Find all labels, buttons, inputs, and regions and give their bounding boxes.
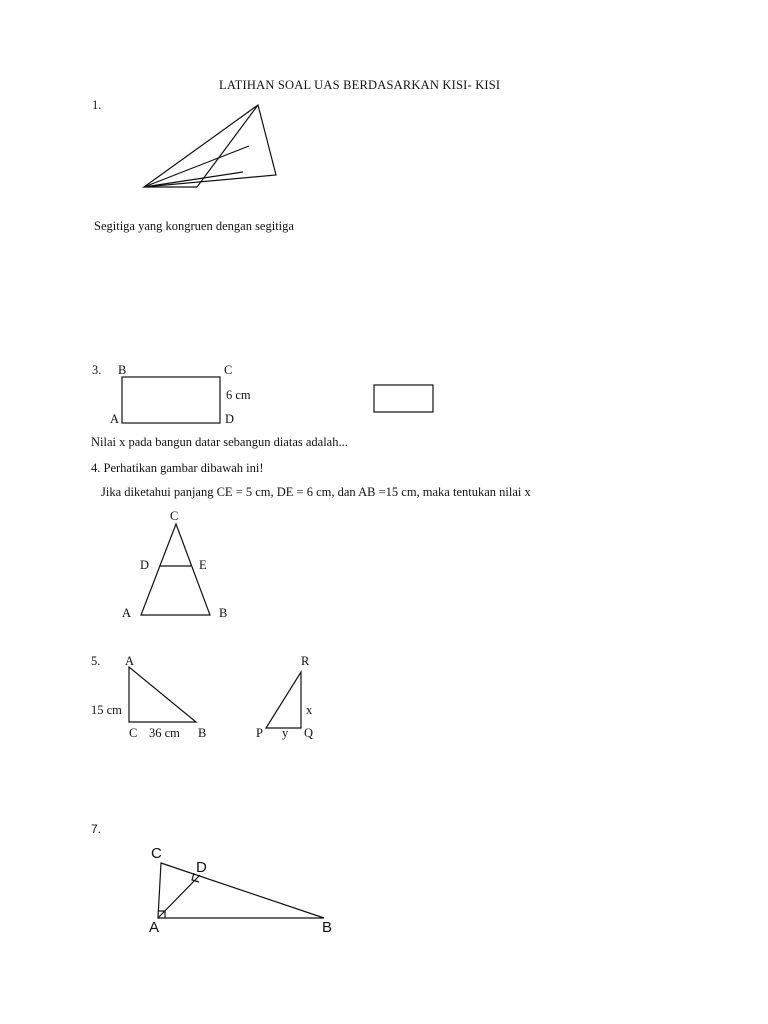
q3-label-b: B — [118, 363, 127, 377]
question-3-number: 3. — [92, 363, 102, 377]
question-1-text: Segitiga yang kongruen dengan segitiga — [94, 219, 294, 233]
q7-label-a: A — [149, 919, 160, 936]
q4-label-d: D — [140, 558, 150, 572]
question-5-number: 5. — [91, 654, 101, 668]
q3-label-c: C — [224, 363, 233, 377]
q5-label-x: x — [306, 703, 313, 717]
q3-label-side: 6 cm — [226, 388, 251, 402]
q5-label-b: B — [198, 726, 207, 740]
q4-label-e: E — [199, 558, 207, 572]
question-4-heading: 4. Perhatikan gambar dibawah ini! — [91, 461, 264, 475]
q7-label-b: B — [322, 919, 333, 936]
question-1-number: 1. — [92, 98, 102, 112]
q4-label-c: C — [170, 509, 179, 523]
q5-label-r: R — [301, 654, 310, 668]
question-3-text: Nilai x pada bangun datar sebangun diatas adalah... — [91, 435, 348, 449]
page-title: LATIHAN SOAL UAS BERDASARKAN KISI- KISI — [219, 78, 501, 92]
question-7-number: 7. — [91, 822, 102, 836]
q5-label-c: C — [129, 726, 138, 740]
q5-label-height: 15 cm — [91, 703, 122, 717]
q7-triangle-abc — [158, 863, 324, 918]
q3-label-d: D — [225, 412, 235, 426]
q7-label-c: C — [151, 845, 162, 862]
q5-label-a: A — [125, 654, 135, 668]
q4-label-b: B — [219, 606, 228, 620]
q5-label-base: 36 cm — [149, 726, 180, 740]
q7-label-d: D — [196, 859, 207, 876]
q5-label-p: P — [256, 726, 263, 740]
question-4-text: Jika diketahui panjang CE = 5 cm, DE = 6 cm, dan AB =15 cm, maka tentukan nilai x — [101, 485, 531, 499]
q5-label-y: y — [282, 726, 289, 740]
q4-label-a: A — [122, 606, 132, 620]
q5-label-q: Q — [304, 726, 314, 740]
q3-label-a: A — [110, 412, 120, 426]
